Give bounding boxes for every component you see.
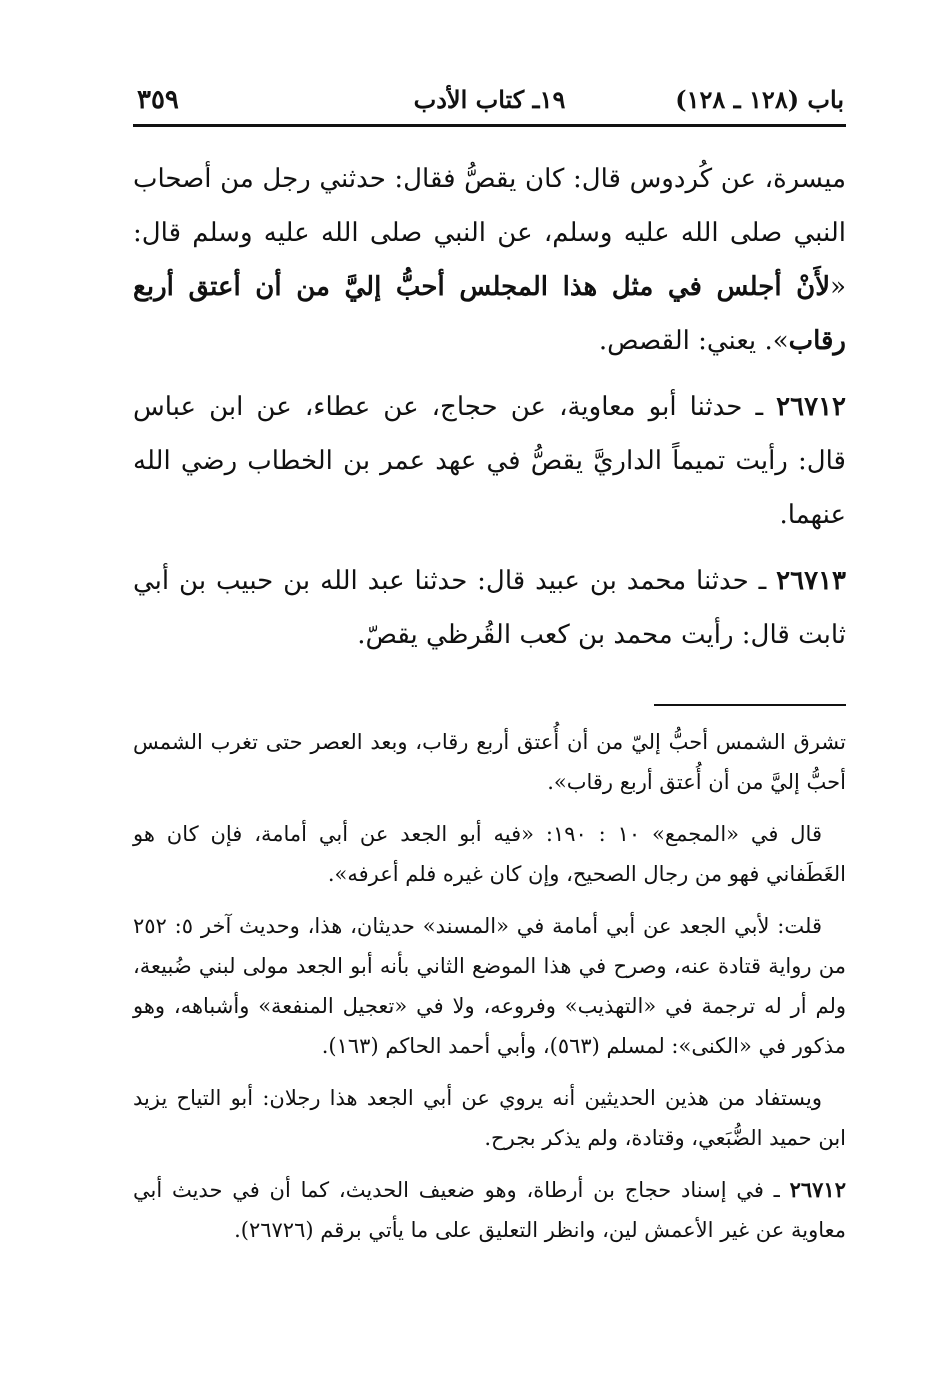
book-page: [133, 78, 846, 1338]
footnote-26712: [133, 1170, 846, 1250]
hadith-26713: [133, 554, 846, 662]
chapter-range: باب (١٢٨ ـ ١٢٨): [675, 85, 844, 114]
hadith-number: ٢٦٧١٣: [776, 566, 846, 596]
hadith-26712: [133, 380, 846, 542]
hadith-text: لأَنْ أجلس في مثل هذا المجلس أحبُّ إليَّ من أن أعتق أربع رقاب: [133, 272, 846, 356]
paragraph-outro: ». يعني: القصص.: [598, 326, 789, 356]
footnote-narrators: ويستفاد من هذين الحديثين أنه يروي عن أبي الجعد هذا رجلان: أبو التياح يزيد ابن حميد الضُّبَعي، وقتادة، ولم يذكر بجرح.: [133, 1086, 846, 1150]
paragraph-intro: ميسرة، عن كُردوس قال: كان يقصُّ فقال: حدثني رجل من أصحاب النبي صلى الله عليه وسلم، عن النبي صلى الله عليه وسلم قال: «: [133, 164, 846, 302]
book-title: ١٩ـ كتاب الأدب: [413, 85, 566, 114]
footnote-divider: [654, 704, 846, 706]
paragraph-continuation: [133, 152, 846, 368]
hadith-body: ـ حدثنا أبو معاوية، عن حجاج، عن عطاء، عن ابن عباس قال: رأيت تميماً الداريَّ يقصُّ في عهد عمر بن الخطاب رضي الله عنهما.: [133, 392, 846, 530]
header-divider: [133, 124, 846, 127]
hadith-number: ٢٦٧١٢: [776, 392, 846, 422]
footnote-body: ـ في إسناد حجاج بن أرطاة، وهو ضعيف الحديث، كما أن في حديث أبي معاوية عن غير الأعمش لين، وانظر التعليق على ما يأتي برقم (٢٦٧٢٦).: [133, 1178, 846, 1242]
footnotes: [133, 722, 846, 1250]
footnote-note: قلت: لأبي الجعد عن أبي أمامة في «المسند» حديثان، هذا، وحديث آخر ٥: ٢٥٢ من رواية قتادة عنه، وصرح في هذا الموضع الثاني بأنه أبو الجعد مولى لبني ضُبيعة، ولم أر له ترجمة في «التهذيب» وفروعه، ولا في «تعجيل المنفعة» وأشباهه، وهو مذكور في «الكنى»: لمسلم (٥٦٣)، وأبي أحمد الحاكم (١٦٣).: [133, 914, 846, 1058]
footnote-majma: قال في «المجمع» ١٠ : ١٩٠: «فيه أبو الجعد عن أبي أمامة، فإن كان هو الغَطَفاني فهو من رجال الصحيح، وإن كان غيره فلم أعرفه».: [133, 822, 846, 886]
footnote-continuation: تشرق الشمس أحبُّ إليّ من أن أُعتق أربع رقاب، وبعد العصر حتى تغرب الشمس أحبُّ إليَّ من أن أُعتق أربع رقاب».: [133, 730, 846, 794]
footnote-number: ٢٦٧١٢: [789, 1177, 846, 1202]
page-header: [133, 78, 846, 122]
hadith-body: ـ حدثنا محمد بن عبيد قال: حدثنا عبد الله بن حبيب بن أبي ثابت قال: رأيت محمد بن كعب القُرظي يقصّ.: [133, 566, 846, 650]
main-text: [133, 152, 846, 662]
page-number: ٣٥٩: [137, 85, 179, 115]
